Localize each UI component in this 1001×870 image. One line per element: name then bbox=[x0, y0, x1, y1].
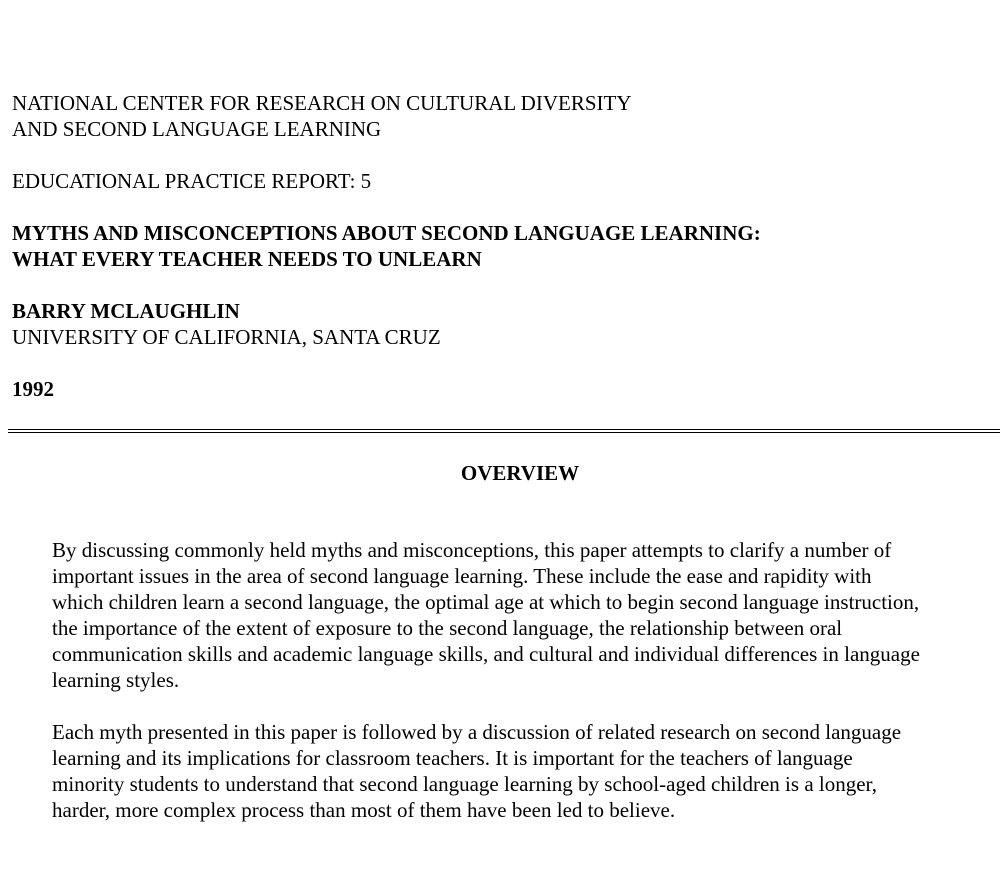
author-affiliation: UNIVERSITY OF CALIFORNIA, SANTA CRUZ bbox=[12, 325, 441, 349]
paragraph-1-line: learning styles. bbox=[52, 668, 180, 692]
horizontal-divider bbox=[8, 429, 1000, 433]
paragraph-1-line: which children learn a second language, the optimal age at which to begin second language instruction, bbox=[52, 590, 920, 614]
title-line-1: MYTHS AND MISCONCEPTIONS ABOUT SECOND LANGUAGE LEARNING: bbox=[12, 221, 761, 245]
report-number: EDUCATIONAL PRACTICE REPORT: 5 bbox=[12, 169, 372, 193]
paragraph-1-line: By discussing commonly held myths and misconceptions, this paper attempts to clarify a number of bbox=[52, 538, 892, 562]
paragraph-2-line: minority students to understand that second language learning by school-aged children is a longer, bbox=[52, 772, 877, 796]
paragraph-2-line: learning and its implications for classroom teachers. It is important for the teachers of language bbox=[52, 746, 853, 770]
title-line-2: WHAT EVERY TEACHER NEEDS TO UNLEARN bbox=[12, 247, 482, 271]
paragraph-2-line: Each myth presented in this paper is followed by a discussion of related research on second language bbox=[52, 720, 902, 744]
author-name: BARRY MCLAUGHLIN bbox=[12, 299, 240, 323]
center-name-line-2: AND SECOND LANGUAGE LEARNING bbox=[12, 117, 382, 141]
paragraph-1-line: communication skills and academic language skills, and cultural and individual differences in language bbox=[52, 642, 920, 666]
publication-year: 1992 bbox=[12, 377, 54, 401]
paragraph-2-line: harder, more complex process than most of them have been led to believe. bbox=[52, 798, 676, 822]
paragraph-1-line: the importance of the extent of exposure to the second language, the relationship between oral bbox=[52, 616, 843, 640]
overview-heading: OVERVIEW bbox=[460, 461, 580, 485]
center-name-line-1: NATIONAL CENTER FOR RESEARCH ON CULTURAL DIVERSITY bbox=[12, 91, 632, 115]
paragraph-1-line: important issues in the area of second language learning. These include the ease and rapidity with bbox=[52, 564, 872, 588]
overview-paragraph-2 bbox=[52, 719, 997, 823]
overview-paragraph-1 bbox=[52, 537, 997, 693]
